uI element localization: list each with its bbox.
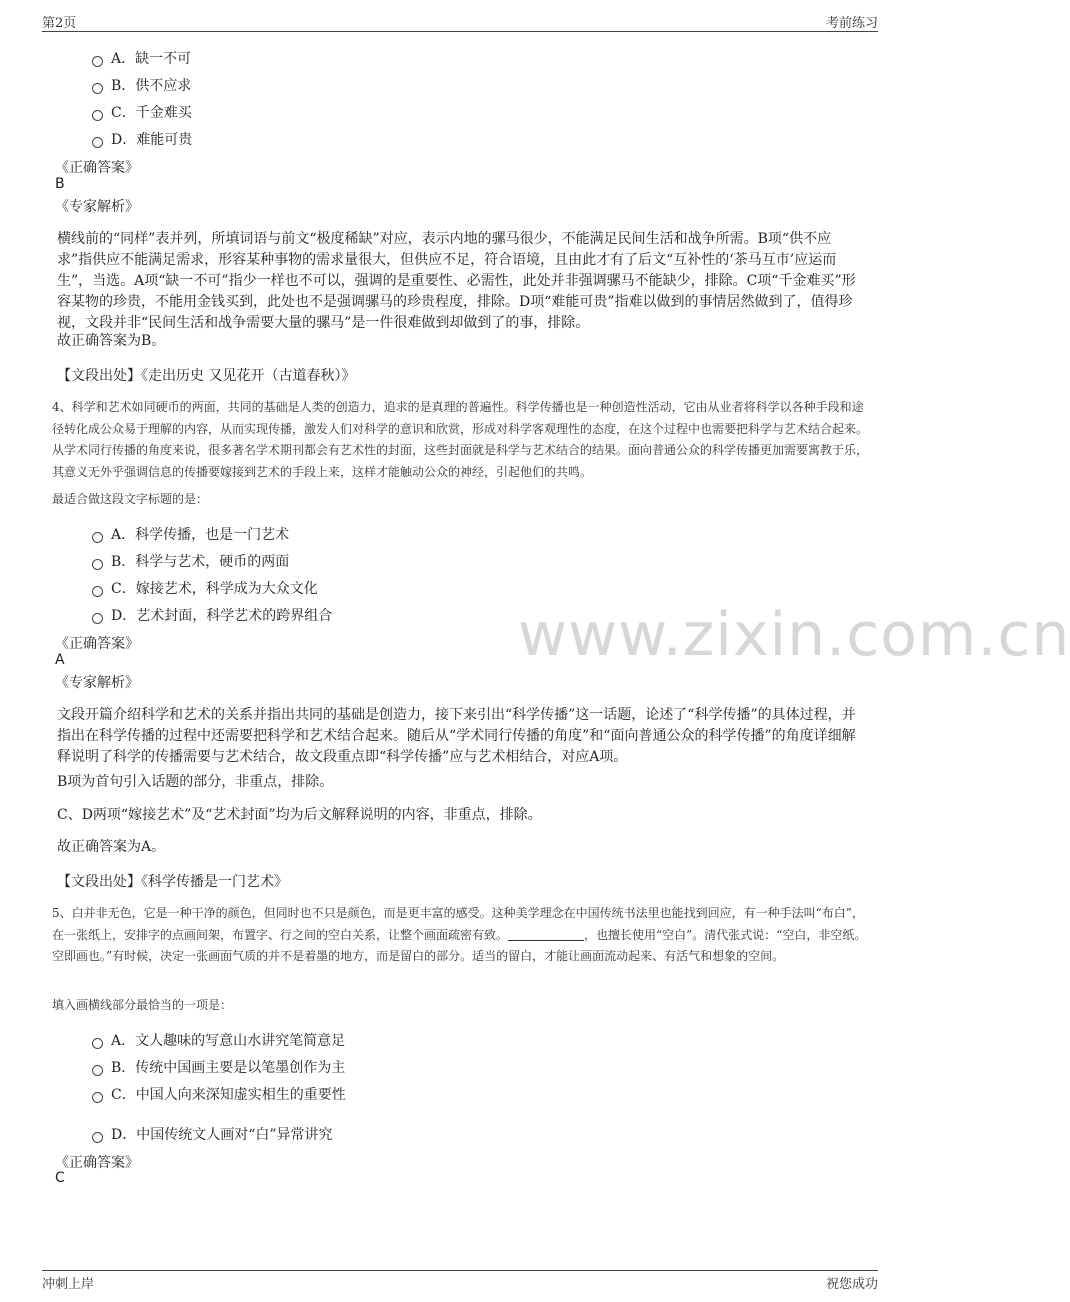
option-d[interactable]: D．难能可贵 xyxy=(92,129,192,149)
answer-label: 《正确答案》 xyxy=(55,160,139,176)
option-a[interactable]: A．文人趣味的写意山水讲究笔简意足 xyxy=(92,1030,345,1050)
radio-icon[interactable] xyxy=(92,1065,103,1076)
footer-left: 冲刺上岸 xyxy=(42,1277,95,1292)
answer-value: A xyxy=(55,652,65,668)
radio-icon[interactable] xyxy=(92,1038,103,1049)
fill-blank xyxy=(508,928,584,941)
answer-value: C xyxy=(55,1170,65,1186)
page-header xyxy=(42,12,878,32)
conclusion: 故正确答案为A。 xyxy=(57,839,166,855)
radio-icon[interactable] xyxy=(92,613,103,624)
analysis-label: 《专家解析》 xyxy=(55,199,139,215)
answer-value: B xyxy=(55,176,65,192)
radio-icon[interactable] xyxy=(92,559,103,570)
source: 【文段出处】《走出历史 又见花开（古道春秋）》 xyxy=(57,368,356,384)
analysis-note-cd: C、D两项“嫁接艺术”及“艺术封面”均为后文解释说明的内容，非重点，排除。 xyxy=(57,807,542,823)
option-c[interactable]: C．嫁接艺术，科学成为大众文化 xyxy=(92,578,318,598)
option-b[interactable]: B．科学与艺术，硬币的两面 xyxy=(92,551,289,571)
radio-icon[interactable] xyxy=(92,586,103,597)
answer-label: 《正确答案》 xyxy=(55,1155,139,1171)
option-d[interactable]: D．中国传统文人画对“白”异常讲究 xyxy=(92,1124,333,1144)
option-d[interactable]: D．艺术封面，科学艺术的跨界组合 xyxy=(92,605,332,625)
option-b[interactable]: B．供不应求 xyxy=(92,75,191,95)
radio-icon[interactable] xyxy=(92,532,103,543)
page-number: 第2页 xyxy=(42,16,77,31)
watermark: www.zixin.com.cn xyxy=(518,600,1070,670)
radio-icon[interactable] xyxy=(92,56,103,67)
analysis-text: 文段开篇介绍科学和艺术的关系并指出共同的基础是创造力，接下来引出“科学传播”这一话题，论述了“科学传播”的具体过程，并指出在科学传播的过程中还需要把科学和艺术结合起来。随后从“学术同行传播的角度”和“面向普通公众的科学传播”的角度详细解释说明了科学的传播需要与艺术结合，故文段重点即“科学传播”应与艺术相结合，对应A项。 xyxy=(57,707,856,765)
option-b[interactable]: B．传统中国画主要是以笔墨创作为主 xyxy=(92,1057,345,1077)
analysis-label: 《专家解析》 xyxy=(55,675,139,691)
analysis-text: 横线前的“同样”表并列，所填词语与前文“极度稀缺”对应，表示内地的骡马很少，不能满足民间生活和战争所需。B项“供不应求”指供应不能满足需求，形容某种事物的需求量很大，但供应不足，符合语境，且由此才有了后文“互补性的‘茶马互市’应运而生”，当选。A项“缺一不可”指少一样也不可以，强调的是重要性、必需性，此处并非强调骡马不能缺少，排除。C项“千金难买”形容某物的珍贵，不能用金钱买到，此处也不是强调骡马的珍贵程度，排除。D项“难能可贵”指难以做到的事情居然做到了，值得珍视，文段并非“民间生活和战争需要大量的骡马”是一件很难做到却做到了的事，排除。 xyxy=(57,231,856,331)
question-5: 5、白并非无色，它是一种干净的颜色，但同时也不只是颜色，而是更丰富的感受。这种美学理念在中国传统书法里也能找到回应，有一种手法叫“布白”，在一张纸上，安排字的点画间架，布置字、行之间的空白关系，让整个画面疏密有致。 ，也擅长使用“空白”。清代张式说：“空白，非空纸。空即画也。”有时候，决定一张画面气质的并不是着墨的地方，而是留白的部分。适当的留白，才能让画面流动起来、有活气和想象的空间。 xyxy=(52,906,867,963)
option-a[interactable]: A．科学传播，也是一门艺术 xyxy=(92,524,289,544)
source: 【文段出处】《科学传播是一门艺术》 xyxy=(57,874,288,890)
radio-icon[interactable] xyxy=(92,137,103,148)
radio-icon[interactable] xyxy=(92,1092,103,1103)
answer-label: 《正确答案》 xyxy=(55,636,139,652)
question-4: 4、科学和艺术如同硬币的两面，共同的基础是人类的创造力，追求的是真理的普遍性。科学传播也是一种创造性活动，它由从业者将科学以各种手段和途径转化成公众易于理解的内容，从而实现传播，激发人们对科学的意识和欣赏，形成对科学客观理性的态度，在这个过程中也需要把科学与艺术结合起来。从学术同行传播的角度来说，很多著名学术期刊都会有艺术性的封面，这些封面就是科学与艺术结合的结果。面向普通公众的科学传播更加需要寓教于乐，其意义无外乎强调信息的传播要嫁接到艺术的手段上来，这样才能触动公众的神经，引起他们的共鸣。 xyxy=(52,400,869,479)
radio-icon[interactable] xyxy=(92,1132,103,1143)
page-footer xyxy=(42,1270,878,1295)
question-stem: 最适合做这段文字标题的是： xyxy=(52,492,209,506)
conclusion: 故正确答案为B。 xyxy=(57,333,166,349)
option-c[interactable]: C．千金难买 xyxy=(92,102,192,122)
option-c[interactable]: C．中国人向来深知虚实相生的重要性 xyxy=(92,1084,346,1104)
header-title: 考前练习 xyxy=(825,16,878,31)
question-stem: 填入画横线部分最恰当的一项是： xyxy=(52,998,233,1012)
analysis-note-b: B项为首句引入话题的部分，非重点，排除。 xyxy=(57,774,334,790)
radio-icon[interactable] xyxy=(92,83,103,94)
footer-right: 祝您成功 xyxy=(825,1277,878,1292)
radio-icon[interactable] xyxy=(92,110,103,121)
option-a[interactable]: A．缺一不可 xyxy=(92,48,191,68)
